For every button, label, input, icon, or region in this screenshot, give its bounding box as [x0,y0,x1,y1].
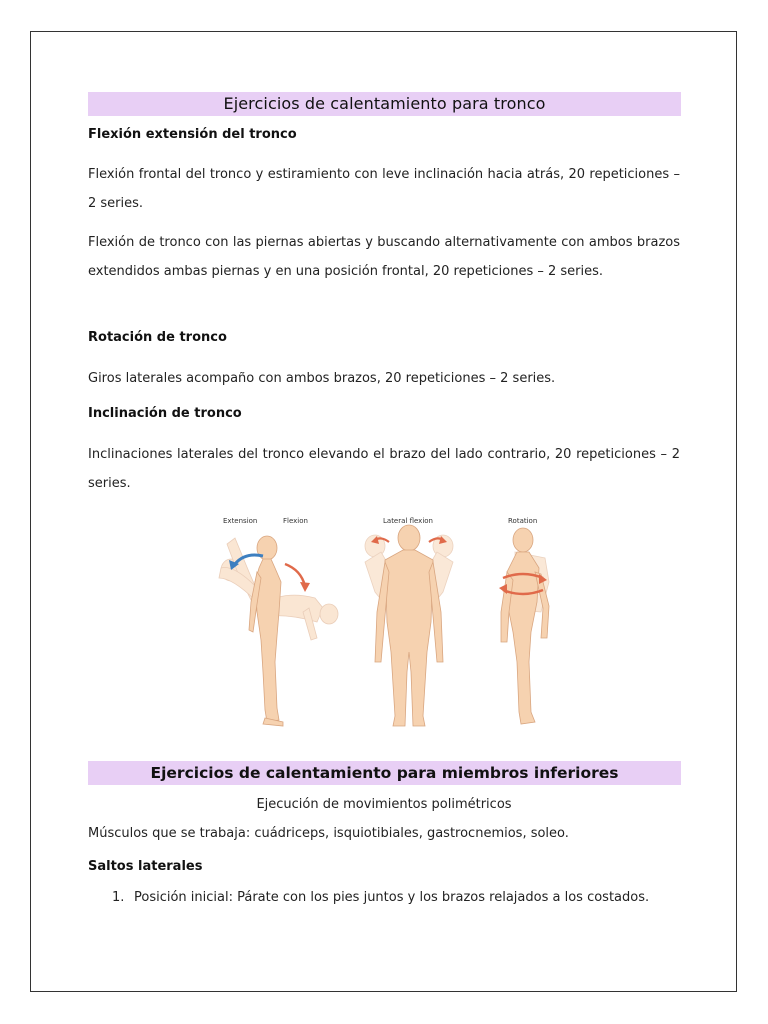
section-title-tronco: Ejercicios de calentamiento para tronco [88,92,681,116]
label-extension: Extension [223,517,258,525]
list-item-number: 1. [112,890,125,905]
label-flexion: Flexion [283,517,308,525]
heading-rotacion: Rotación de tronco [88,330,227,345]
trunk-movements-illustration [205,512,575,742]
list-item [112,888,680,928]
heading-inclinacion: Inclinación de tronco [88,406,242,421]
subtitle-movimientos: Ejecución de movimientos polimétricos [256,797,512,812]
paragraph-flexion-frontal: Flexión frontal del tronco y estiramiento con leve inclinación hacia atrás, 20 repeticiones – 2 series. [88,167,680,211]
paragraph-giros: Giros laterales acompaño con ambos brazos, 20 repeticiones – 2 series. [88,371,556,386]
section-title-miembros-inferiores: Ejercicios de calentamiento para miembros inferiores [88,761,681,785]
paragraph-inclinaciones: Inclinaciones laterales del tronco elevando el brazo del lado contrario, 20 repeticiones – 2 series. [88,447,680,491]
paragraph-musculos: Músculos que se trabaja: cuádriceps, isquiotibiales, gastrocnemios, soleo. [88,826,569,841]
paragraph-flexion-piernas: Flexión de tronco con las piernas abiertas y buscando alternativamente con ambos brazos extendidos ambas piernas y en una posición frontal, 20 repeticiones – 2 series. [88,235,680,279]
label-rotation: Rotation [508,517,538,525]
heading-saltos-laterales: Saltos laterales [88,859,203,874]
figure-rotation [501,528,549,724]
label-lateral-flexion: Lateral flexion [383,517,433,525]
numbered-list [112,888,680,928]
heading-flexion-extension: Flexión extensión del tronco [88,127,297,142]
list-item-text: Posición inicial: Párate con los pies juntos y los brazos relajados a los costados. [134,890,650,905]
figure-lateral-flexion [365,525,453,726]
